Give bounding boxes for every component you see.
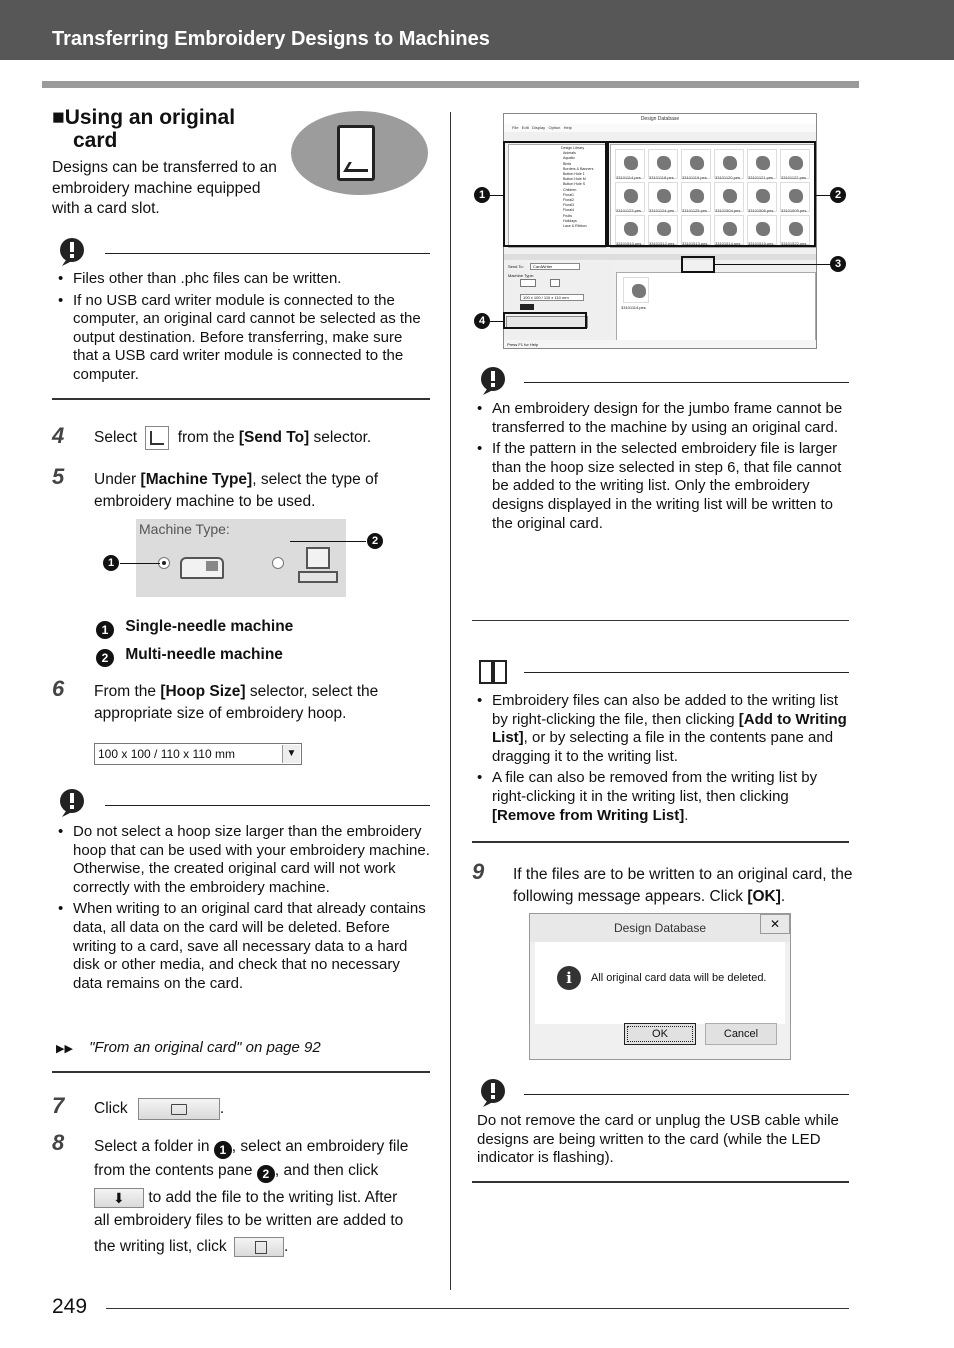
folder-tree-item[interactable]: Birds <box>563 161 572 166</box>
folder-tree-item[interactable]: Lace & Ribbon <box>563 224 587 229</box>
legend-label: Multi-needle machine <box>125 646 283 663</box>
callout-1-badge: 1 <box>103 555 119 571</box>
design-thumbnail-label: 33101504.pes <box>715 208 741 213</box>
hoop-select[interactable] <box>520 294 584 301</box>
note-rule <box>524 382 849 383</box>
note-rule <box>524 672 849 673</box>
step8-text: to add the file to the writing list. After <box>148 1189 398 1206</box>
machine-type-label: [Machine Type] <box>140 471 253 488</box>
menu-display[interactable]: Display <box>532 125 546 130</box>
step6-post: selector, select the appropriate size of embroidery hoop. <box>94 683 379 722</box>
note1-item: • Files other than .phc files can be written. <box>58 270 430 289</box>
screenshot-callout-badge: 4 <box>474 313 490 329</box>
heading-line2: card <box>73 129 118 152</box>
folder-tree-item[interactable]: Floral2 <box>563 198 574 203</box>
design-thumbnail-label: 33101510.pes <box>616 241 642 246</box>
design-thumbnail-label: 33101119.pes <box>682 175 707 180</box>
machine-type-label: Machine Type: <box>508 273 534 278</box>
heading-marker: ■ <box>52 106 65 129</box>
folder-tree-item[interactable]: Button Hole S <box>563 182 586 187</box>
design-thumbnail-label: 33101123.pes <box>616 208 642 213</box>
design-thumbnail-label: 33101506.pes <box>748 208 774 213</box>
step8-text: Select a folder in <box>94 1138 210 1155</box>
send-to-select[interactable] <box>530 263 580 270</box>
dialog-message: All original card data will be deleted. <box>591 972 767 984</box>
original-card-icon <box>291 111 428 195</box>
section-intro: Designs can be transferred to an embroidery machine equipped with a card slot. <box>52 159 277 217</box>
status-bar: Press F1 for Help <box>504 340 816 349</box>
note-icon <box>477 365 509 397</box>
send-to-panel <box>506 262 614 348</box>
card-write-icon <box>255 1241 267 1254</box>
step8-text: , select an embroidery file <box>231 1138 409 1155</box>
step5-pre: Under <box>94 471 137 488</box>
write-to-card-button[interactable] <box>234 1237 284 1257</box>
send-to-label: [Send To] <box>238 429 310 447</box>
splitter <box>504 254 816 260</box>
screenshot-callout-badge: 3 <box>830 256 846 272</box>
memo-text: , or by selecting a file in the contents pane and dragging it to the writing list. <box>492 729 834 765</box>
writing-list[interactable] <box>616 272 816 342</box>
folder-tree-item[interactable]: Aquatic <box>563 156 575 161</box>
cross-reference[interactable] <box>56 1039 321 1059</box>
callout-line <box>120 563 160 564</box>
screenshot-callout-badge: 2 <box>830 187 846 203</box>
hoop-value: 100 x 100 / 110 x 110 mm <box>523 295 569 300</box>
hoop-size-select[interactable] <box>94 743 302 765</box>
cross-reference-text: "From an original card" on page 92 <box>89 1039 321 1056</box>
step-6-number: 6 <box>52 676 65 701</box>
arrow-down-icon: ⬇ <box>113 1189 125 1206</box>
step-4-number: 4 <box>52 423 65 448</box>
step8-text: , and then click <box>274 1162 379 1179</box>
dialog-body <box>535 942 785 1024</box>
callout-line <box>816 195 830 196</box>
legend-item-2 <box>96 645 283 667</box>
step8-badge: 2 <box>257 1165 275 1183</box>
memo-text: Embroidery files can also be added to the writing list by right-clicking the file, then clicking <box>492 692 839 728</box>
note4-bottom-rule <box>472 1181 849 1183</box>
callout-box-add <box>681 256 715 273</box>
note2-bottom-rule <box>52 1071 430 1073</box>
design-thumbnail-label: 33101125.pes <box>682 208 708 213</box>
memo-item <box>477 769 847 825</box>
single-needle-machine-icon <box>176 551 228 583</box>
step9-post: . <box>780 888 786 905</box>
step-5-number: 5 <box>52 464 65 489</box>
menu-option[interactable]: Option <box>548 125 561 130</box>
design-thumbnail-label: 33101114.pes <box>616 175 641 180</box>
step-4-text <box>94 426 434 450</box>
step7-pre: Click <box>94 1100 128 1118</box>
design-thumbnail-label: 33101509.pes <box>781 208 807 213</box>
folder-tree-item[interactable]: Children <box>563 187 577 192</box>
callout-line <box>490 321 503 322</box>
hoop-size-value: 100 x 100 / 110 x 110 mm <box>98 747 235 761</box>
note-icon <box>56 787 88 819</box>
callout-line <box>490 195 503 196</box>
note-rule <box>524 1094 849 1095</box>
column-divider <box>450 112 451 1290</box>
send-to-value: CardWriter <box>533 264 553 269</box>
step8-text: . <box>283 1238 289 1255</box>
step-9-text <box>513 864 853 908</box>
design-thumbnail-label: 33101124.pes <box>649 208 675 213</box>
design-thumbnail-label: 33101121.pes <box>748 175 774 180</box>
legend-item-1 <box>96 617 293 639</box>
step4-pre: Select <box>94 429 138 447</box>
note3-item: • An embroidery design for the jumbo frame cannot be transferred to the machine by using an original card. <box>477 400 847 437</box>
design-thumbnail-label: 33101515.pes <box>748 241 774 246</box>
callout-line <box>290 541 366 542</box>
note-rule <box>105 805 430 806</box>
note1-bottom-rule <box>52 398 430 400</box>
design-thumbnail-label: 33101120.pes <box>715 175 741 180</box>
menu-edit[interactable]: Edit <box>521 125 529 130</box>
step-7-text <box>94 1098 224 1120</box>
design-thumbnail-label: 33101118.pes <box>649 175 674 180</box>
memo-item <box>477 692 847 766</box>
confirm-dialog <box>529 913 791 1060</box>
callout-2-badge: 2 <box>367 533 383 549</box>
step-9-number: 9 <box>472 859 485 884</box>
single-needle-option[interactable] <box>520 279 536 287</box>
design-thumbnail-label: 33101522.pes <box>781 241 807 246</box>
step7-post: . <box>219 1100 225 1118</box>
note2-item: • Do not select a hoop size larger than the embroidery hoop that can be used with your embroidery machine. Otherwise, the created original card will not work correctly with the embroidery machine. <box>58 823 430 897</box>
footer-rule <box>106 1308 849 1309</box>
menu-help[interactable]: Help <box>563 125 572 130</box>
note3-bottom-rule <box>472 620 849 621</box>
folder-tree-item[interactable]: Button Hole 1 <box>563 172 585 177</box>
callout-box-folder <box>503 141 607 247</box>
memo-text: . <box>684 806 689 824</box>
app-title-bar: Design Database <box>504 114 816 124</box>
writing-list-item-label: 33101114.pes <box>621 305 646 310</box>
folder-tree-item[interactable]: Borders & Banners <box>563 166 594 171</box>
header-title: Transferring Embroidery Designs to Machines <box>52 28 490 50</box>
step-7-number: 7 <box>52 1093 65 1118</box>
page-header <box>0 0 954 60</box>
callout-box-contents <box>607 141 816 247</box>
step-8-number: 8 <box>52 1130 65 1155</box>
note-rule <box>105 253 430 254</box>
header-rule <box>42 81 859 88</box>
design-thumbnail-label: 33101512.pes <box>649 241 675 246</box>
design-thumbnail-label: 33101122.pes <box>781 175 807 180</box>
folder-icon <box>171 1104 187 1115</box>
multi-needle-machine-icon <box>296 545 340 589</box>
menu-file[interactable]: File <box>512 125 519 130</box>
step-8-text <box>94 1135 434 1258</box>
folder-tree-item[interactable]: Animals <box>563 151 576 156</box>
note3-list <box>477 400 847 533</box>
design-thumbnail-label: 33101513.pes <box>682 241 708 246</box>
note-icon <box>56 236 88 268</box>
legend-badge: 2 <box>96 649 114 667</box>
step9-pre: If the files are to be written to an original card, the following message appears. Click <box>513 866 853 905</box>
step8-text: from the contents pane <box>94 1162 253 1179</box>
design-thumbnail-label: 33101514.pes <box>715 241 741 246</box>
screenshot-callout-badge: 1 <box>474 187 490 203</box>
cancel-button[interactable]: Cancel <box>705 1023 777 1045</box>
folder-tree-item[interactable]: Floral4 <box>563 208 574 213</box>
app-menu-bar <box>504 124 816 132</box>
add-to-writing-list-button[interactable] <box>94 1188 144 1208</box>
memo-list <box>477 692 847 825</box>
card-writer-icon <box>145 426 169 450</box>
step-6-text <box>94 681 424 725</box>
dialog-title: Design Database <box>530 914 790 942</box>
folder-tree-item[interactable]: Floral3 <box>563 203 574 208</box>
folder-tree-item[interactable]: Fruits <box>563 213 572 218</box>
info-icon: i <box>557 966 581 990</box>
send-to-label: Send To: <box>508 264 524 269</box>
step6-pre: From the <box>94 683 157 700</box>
legend-label: Single-needle machine <box>125 618 294 635</box>
step4-mid: from the <box>177 429 235 447</box>
folder-tree-item[interactable]: Floral1 <box>563 192 574 197</box>
ok-button[interactable]: OK <box>624 1023 696 1045</box>
step8-text: the writing list, click <box>94 1238 227 1255</box>
machine-type-panel <box>136 519 346 597</box>
memo-bold: [Remove from Writing List] <box>492 806 685 824</box>
callout-box-write <box>503 312 587 329</box>
note4-text: Do not remove the card or unplug the USB cable while designs are being written to the card (while the LED indicator is flashing). <box>477 1112 839 1167</box>
note3-item: • If the pattern in the selected embroidery file is larger than the hoop size selected in step 6, that file cannot be added to the writing list. Only the embroidery designs displayed in the writing list will be written to the original card. <box>477 440 847 533</box>
writing-list-item[interactable] <box>623 277 649 303</box>
hoop-size-label: [Hoop Size] <box>160 683 246 700</box>
memo-book-icon <box>477 655 509 687</box>
open-folder-button[interactable] <box>138 1098 220 1120</box>
folder-tree-item[interactable]: Design Library <box>561 146 585 150</box>
close-icon[interactable]: ✕ <box>760 914 790 934</box>
note1-list <box>58 270 430 385</box>
folder-tree-item[interactable]: Button Hole M <box>563 177 586 182</box>
folder-tree-item[interactable]: Holidays <box>563 218 577 223</box>
memo-text: A file can also be removed from the writing list by right-clicking it in the writing list, then clicking <box>492 769 818 805</box>
note2-list <box>58 823 430 993</box>
step8-text: all embroidery files to be written are added to <box>94 1212 404 1229</box>
page-number: 249 <box>52 1295 88 1318</box>
note2-item: • When writing to an original card that already contains data, all data on the card will be deleted. Before writing to a card, save all necessary data to a hard disk or other media, and check that no necessary data remains on the card. <box>58 900 430 993</box>
multi-needle-option[interactable] <box>550 279 560 287</box>
callout-line <box>715 264 830 265</box>
note1-item: • If no USB card writer module is connected to the computer, an original card cannot be selected as the output destination. Before transferring, make sure that a USB card writer module is connected to the computer. <box>58 292 430 385</box>
multi-needle-radio[interactable] <box>272 557 284 569</box>
memo-bold: [Add to Writing List] <box>492 710 847 747</box>
section-heading <box>52 106 292 152</box>
step4-post: selector. <box>313 429 372 447</box>
color-swatch <box>520 304 534 310</box>
note-icon <box>477 1077 509 1109</box>
heading-line1: Using an original <box>64 106 236 129</box>
ok-label: [OK] <box>747 888 781 905</box>
chevron-down-icon[interactable]: ▼ <box>282 745 300 763</box>
step8-badge: 1 <box>214 1141 232 1159</box>
memo-bottom-rule <box>472 841 849 843</box>
double-arrow-icon: ▶▶ <box>56 1043 73 1055</box>
step5-post: , select the type of embroidery machine to be used. <box>94 471 378 510</box>
legend-badge: 1 <box>96 621 114 639</box>
machine-type-panel-label: Machine Type: <box>139 521 230 537</box>
step-5-text <box>94 469 424 513</box>
